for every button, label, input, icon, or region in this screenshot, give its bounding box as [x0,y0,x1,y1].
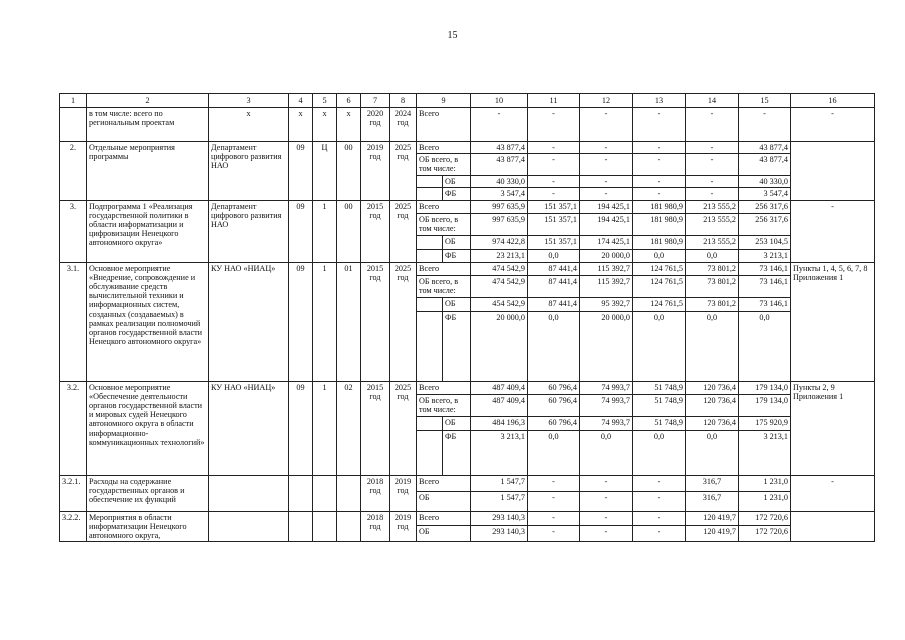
code-cell: 00 [337,142,361,201]
value-cell: - [633,188,686,200]
note-cell: Пункты 1, 4, 5, 6, 7, 8 Приложения 1 [791,262,875,381]
value-cell: 3 547,4 [739,188,791,200]
note-cell: - [791,200,875,262]
executor: Департамент цифрового развития НАО [209,142,289,201]
value-cell: 3 547,4 [471,188,528,200]
value-cell: 181 980,9 [633,213,686,235]
end-year: 2025 год [390,381,417,475]
value-cell: - [633,525,686,541]
value-cell: - [686,176,739,188]
value-cell: 74 993,7 [580,381,633,394]
source-label: ОБ всего, в том числе: [417,394,471,416]
value-cell: 43 877,4 [739,142,791,154]
value-cell: 974 422,8 [471,235,528,249]
note-cell: Пункты 2, 9 Приложения 1 [791,381,875,475]
table-row [60,262,875,275]
value-cell: 179 134,0 [739,394,791,416]
value-cell: - [580,188,633,200]
value-cell: - [633,142,686,154]
executor [209,475,289,511]
value-cell: 3 213,1 [739,249,791,262]
row-name: Расходы на содержание государственных органов и обеспечение их функций [87,475,209,511]
end-year: 2025 год [390,262,417,381]
value-cell: 124 761,5 [633,297,686,311]
value-cell: 60 796,4 [528,416,580,430]
source-label: Всего [417,108,471,142]
value-cell: 0,0 [528,249,580,262]
value-cell: - [633,176,686,188]
value-cell: - [528,491,580,511]
code-cell: х [313,108,337,142]
value-cell: 115 392,7 [580,262,633,275]
row-number: 2. [60,142,87,201]
source-label: ФБ [443,311,471,381]
source-label: ОБ [417,525,471,541]
table-row [60,381,875,394]
value-cell: 51 748,9 [633,381,686,394]
start-year: 2020 год [361,108,390,142]
value-cell: 253 104,5 [739,235,791,249]
source-label: ФБ [443,188,471,200]
value-cell: 87 441,4 [528,275,580,297]
blank-cell [417,188,443,200]
source-label: ОБ всего, в том числе: [417,275,471,297]
code-cell: 09 [289,142,313,201]
value-cell: 0,0 [633,311,686,381]
source-label: Всего [417,200,471,213]
value-cell: 120 736,4 [686,381,739,394]
code-cell: 00 [337,200,361,262]
value-cell: 87 441,4 [528,297,580,311]
source-label: ОБ [443,297,471,311]
start-year: 2018 год [361,475,390,511]
table-row [60,200,875,213]
value-cell: 1 547,7 [471,491,528,511]
value-cell: 20 000,0 [471,311,528,381]
value-cell: 194 425,1 [580,200,633,213]
code-cell: Ц [313,142,337,201]
value-cell: 23 213,1 [471,249,528,262]
table-row [60,475,875,491]
end-year: 2019 год [390,475,417,511]
value-cell: 43 877,4 [739,154,791,176]
source-label: Всего [417,511,471,525]
value-cell: 43 877,4 [471,154,528,176]
value-cell: 175 920,9 [739,416,791,430]
code-cell: 01 [337,262,361,381]
source-label: ОБ [443,176,471,188]
value-cell: - [739,108,791,142]
code-cell: 1 [313,200,337,262]
value-cell: 293 140,3 [471,525,528,541]
header-cell: 14 [686,94,739,108]
value-cell: 20 000,0 [580,249,633,262]
value-cell: 60 796,4 [528,394,580,416]
value-cell: - [686,154,739,176]
value-cell: 213 555,2 [686,235,739,249]
value-cell: - [580,176,633,188]
row-name: Подпрограмма 1 «Реализация государственной политики в области информатизации и цифровизации Ненецкого автономного округа» [87,200,209,262]
value-cell: - [686,188,739,200]
value-cell: 73 146,1 [739,262,791,275]
value-cell: - [528,142,580,154]
header-cell: 9 [417,94,471,108]
row-number: 3.2.1. [60,475,87,511]
value-cell: 474 542,9 [471,262,528,275]
value-cell: 120 736,4 [686,416,739,430]
value-cell: 487 409,4 [471,394,528,416]
value-cell: - [580,142,633,154]
value-cell: 0,0 [633,430,686,475]
header-cell: 6 [337,94,361,108]
value-cell: 256 317,6 [739,213,791,235]
value-cell: 43 877,4 [471,142,528,154]
value-cell: 73 146,1 [739,275,791,297]
blank-cell [417,297,443,311]
source-label: Всего [417,381,471,394]
start-year: 2015 год [361,381,390,475]
value-cell: 194 425,1 [580,213,633,235]
value-cell: - [528,108,580,142]
value-cell: 474 542,9 [471,275,528,297]
header-cell: 13 [633,94,686,108]
executor [209,511,289,542]
value-cell: 120 419,7 [686,525,739,541]
code-cell [313,511,337,542]
blank-cell [417,235,443,249]
executor: КУ НАО «НИАЦ» [209,262,289,381]
value-cell: 316,7 [686,491,739,511]
value-cell: 40 330,0 [471,176,528,188]
header-cell: 12 [580,94,633,108]
value-cell: - [580,511,633,525]
value-cell: 0,0 [686,311,739,381]
value-cell: 74 993,7 [580,416,633,430]
value-cell: 997 635,9 [471,213,528,235]
value-cell: 0,0 [739,311,791,381]
blank-cell [417,176,443,188]
value-cell: - [528,511,580,525]
row-name: Мероприятия в области информатизации Ненецкого автономного округа, [87,511,209,542]
value-cell: 73 801,2 [686,262,739,275]
code-cell: 09 [289,262,313,381]
value-cell: - [633,491,686,511]
value-cell: - [580,154,633,176]
executor: х [209,108,289,142]
row-number: 3.2.2. [60,511,87,542]
start-year: 2018 год [361,511,390,542]
value-cell: 174 425,1 [580,235,633,249]
value-cell: - [633,108,686,142]
code-cell [337,511,361,542]
row-name: Отдельные мероприятия программы [87,142,209,201]
note-cell [791,142,875,201]
value-cell: 181 980,9 [633,235,686,249]
value-cell: 51 748,9 [633,416,686,430]
code-cell [313,475,337,511]
source-label: Всего [417,475,471,491]
code-cell: 02 [337,381,361,475]
value-cell: 73 801,2 [686,275,739,297]
value-cell: 293 140,3 [471,511,528,525]
header-cell: 7 [361,94,390,108]
value-cell: 0,0 [686,249,739,262]
row-name: Основное мероприятие «Внедрение, сопровождение и обслуживание средств вычислительной техники и информационных систем, созданных (создаваемых) в рамках реализации полномочий органов государственной власти Ненецкого автономного округа» [87,262,209,381]
header-cell: 1 [60,94,87,108]
value-cell: 487 409,4 [471,381,528,394]
value-cell: 124 761,5 [633,262,686,275]
start-year: 2019 год [361,142,390,201]
value-cell: 73 146,1 [739,297,791,311]
value-cell: 120 736,4 [686,394,739,416]
value-cell: - [686,108,739,142]
row-number: 3.2. [60,381,87,475]
value-cell: 120 419,7 [686,511,739,525]
value-cell: 1 547,7 [471,475,528,491]
source-label: ОБ [443,416,471,430]
source-label: ФБ [443,249,471,262]
budget-table [59,93,875,542]
value-cell: - [633,475,686,491]
table-row [60,108,875,142]
value-cell: 51 748,9 [633,394,686,416]
value-cell: 172 720,6 [739,525,791,541]
header-cell: 15 [739,94,791,108]
header-cell: 4 [289,94,313,108]
value-cell: 60 796,4 [528,381,580,394]
code-cell [289,511,313,542]
source-label: Всего [417,142,471,154]
executor: КУ НАО «НИАЦ» [209,381,289,475]
note-cell: - [791,475,875,511]
value-cell: 213 555,2 [686,200,739,213]
start-year: 2015 год [361,200,390,262]
header-cell: 8 [390,94,417,108]
value-cell: 0,0 [528,430,580,475]
value-cell: - [580,491,633,511]
code-cell: х [337,108,361,142]
note-cell [791,511,875,542]
header-cell: 11 [528,94,580,108]
end-year: 2025 год [390,142,417,201]
row-number: 3.1. [60,262,87,381]
header-cell: 10 [471,94,528,108]
code-cell: 09 [289,381,313,475]
value-cell: 0,0 [686,430,739,475]
value-cell: 73 801,2 [686,297,739,311]
value-cell: 3 213,1 [471,430,528,475]
row-number: 3. [60,200,87,262]
value-cell: 3 213,1 [739,430,791,475]
source-label: ОБ [443,235,471,249]
value-cell: - [528,525,580,541]
code-cell: 1 [313,381,337,475]
value-cell: 256 317,6 [739,200,791,213]
value-cell: - [633,154,686,176]
executor: Департамент цифрового развития НАО [209,200,289,262]
source-label: ОБ [417,491,471,511]
source-label: Всего [417,262,471,275]
value-cell: - [528,475,580,491]
value-cell: 151 357,1 [528,235,580,249]
value-cell: 179 134,0 [739,381,791,394]
value-cell: 87 441,4 [528,262,580,275]
value-cell: 1 231,0 [739,475,791,491]
header-cell: 2 [87,94,209,108]
value-cell: - [580,108,633,142]
end-year: 2019 год [390,511,417,542]
code-cell: 09 [289,200,313,262]
value-cell: - [528,154,580,176]
value-cell: 151 357,1 [528,200,580,213]
value-cell: 40 330,0 [739,176,791,188]
source-label: ОБ всего, в том числе: [417,213,471,235]
value-cell: 1 231,0 [739,491,791,511]
value-cell: 115 392,7 [580,275,633,297]
blank-cell [417,430,443,475]
code-cell [337,475,361,511]
value-cell: - [686,142,739,154]
value-cell: 124 761,5 [633,275,686,297]
value-cell: 316,7 [686,475,739,491]
header-cell: 16 [791,94,875,108]
header-row [60,94,875,108]
value-cell: - [580,525,633,541]
blank-cell [417,311,443,381]
header-cell: 3 [209,94,289,108]
code-cell [289,475,313,511]
value-cell: 74 993,7 [580,394,633,416]
value-cell: 172 720,6 [739,511,791,525]
value-cell: 181 980,9 [633,200,686,213]
value-cell: 95 392,7 [580,297,633,311]
row-number [60,108,87,142]
value-cell: 997 635,9 [471,200,528,213]
note-cell: - [791,108,875,142]
value-cell: - [471,108,528,142]
value-cell: 0,0 [633,249,686,262]
value-cell: 151 357,1 [528,213,580,235]
end-year: 2024 год [390,108,417,142]
source-label: ФБ [443,430,471,475]
value-cell: 484 196,3 [471,416,528,430]
code-cell: х [289,108,313,142]
value-cell: 0,0 [580,430,633,475]
value-cell: - [528,176,580,188]
row-name: в том числе: всего по региональным проектам [87,108,209,142]
value-cell: - [528,188,580,200]
blank-cell [417,416,443,430]
page-number: 15 [447,30,458,41]
value-cell: 213 555,2 [686,213,739,235]
start-year: 2015 год [361,262,390,381]
table-row [60,142,875,154]
source-label: ОБ всего, в том числе: [417,154,471,176]
header-cell: 5 [313,94,337,108]
blank-cell [417,249,443,262]
value-cell: 454 542,9 [471,297,528,311]
table-row [60,511,875,525]
end-year: 2025 год [390,200,417,262]
code-cell: 1 [313,262,337,381]
row-name: Основное мероприятие «Обеспечение деятельности органов государственной власти и мировых судей Ненецкого автономного округа в области информационно-коммуникационных технологий» [87,381,209,475]
value-cell: - [633,511,686,525]
value-cell: 20 000,0 [580,311,633,381]
value-cell: - [580,475,633,491]
value-cell: 0,0 [528,311,580,381]
